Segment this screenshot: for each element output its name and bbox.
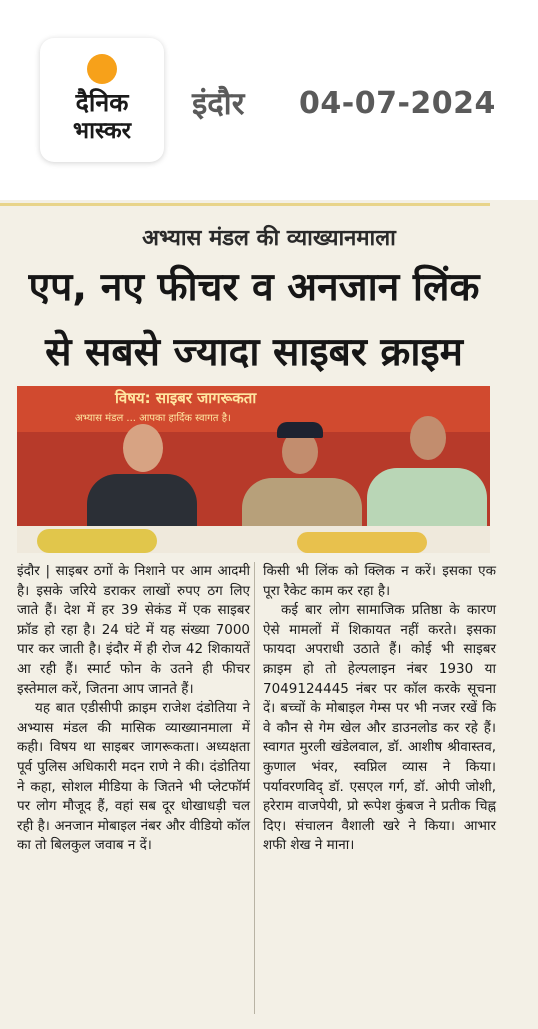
paragraph: किसी भी लिंक को क्लिक न करें। इसका एक पूरा रैकेट काम कर रहा है। [263,563,496,599]
speaker-1-head [123,424,163,472]
police-cap [277,422,323,438]
edition-city: इंदौर [192,86,245,122]
sun-icon [87,54,117,84]
flower-bouquet [37,529,157,553]
banner-title: विषय: साइबर जागरूकता [115,389,257,407]
headline-line-2: से सबसे ज्यादा साइबर क्राइम [45,330,463,375]
logo-text-line1: दैनिक [75,88,129,117]
logo-text-line2: भास्कर [72,118,132,144]
edition-date: 04-07-2024 [299,86,496,121]
headline-line-1: एप, नए फीचर व अनजान लिंक [28,265,480,310]
header [0,0,538,200]
paragraph: इंदौर | साइबर ठगों के निशाने पर आम आदमी है। इसके जरिये डराकर लाखों रुपए ठग लिए जाते हैं। देश में हर 39 सेकंड में एक साइबर फ्रॉड हो रहा है। 24 घंटे में यह संख्या 7000 पार कर जाती है। इंदौर में ही रोज 42 शिकायतें आ रही हैं। स्मार्ट फोन के उतने ही फीचर इस्तेमाल करें, जितना आप जानते हैं। [17,563,250,697]
article-column-1 [17,562,250,856]
paragraph: कई बार लोग सामाजिक प्रतिष्ठा के कारण ऐसे मामलों में शिकायत नहीं करते। इसका फायदा अपराधी उठाते हैं। कोई भी साइबर क्राइम हो तो हेल्पलाइन नंबर 1930 या 7049124445 नंबर पर कॉल करके सूचना दें। बच्चों के मोबाइल गेम्स पर भी नजर रखें कि वे कौन से गेम खेल और डाउनलोड कर रहे हैं। स्वागत मुरली खंडेलवाल, डॉ. आशीष श्रीवास्तव, कुणाल भंवर, स्वप्निल व्यास ने किया। पर्यावरणविद् डॉ. एसएल गर्ग, डॉ. ओपी जोशी, हरेराम वाजपेयी, प्रो रूपेश कुंबज ने प्रतीक चिह्न दिए। संचालन वैशाली खरे ने किया। आभार शफी शेख ने माना। [263,602,496,854]
paragraph: यह बात एडीसीपी क्राइम राजेश दंडोतिया ने अभ्यास मंडल की मासिक व्याख्यानमाला में कही। विषय था साइबर जागरूकता। अध्यक्षता पूर्व पुलिस अधिकारी मदन राणे ने की। दंडोतिया ने कहा, सोशल मीडिया के जितने भी प्लेटफॉर्म पर लोग मौजूद हैं, वहां सब दूर धोखाधड़ी चल रही है। अनजान मोबाइल नंबर और वीडियो कॉल का तो बिलकुल जवाब न दें। [17,700,250,854]
event-photo [17,386,490,553]
article-kicker: अभ्यास मंडल की व्याख्यानमाला [142,226,396,251]
banner-subtitle: अभ्यास मंडल ... आपका हार्दिक स्वागत है। [75,413,231,424]
flower-bouquet-2 [297,532,427,553]
top-rule [0,203,490,206]
speaker-3-head [410,416,446,460]
article-column-2 [263,562,496,856]
dainik-bhaskar-logo [40,38,164,162]
column-divider [254,562,255,1014]
